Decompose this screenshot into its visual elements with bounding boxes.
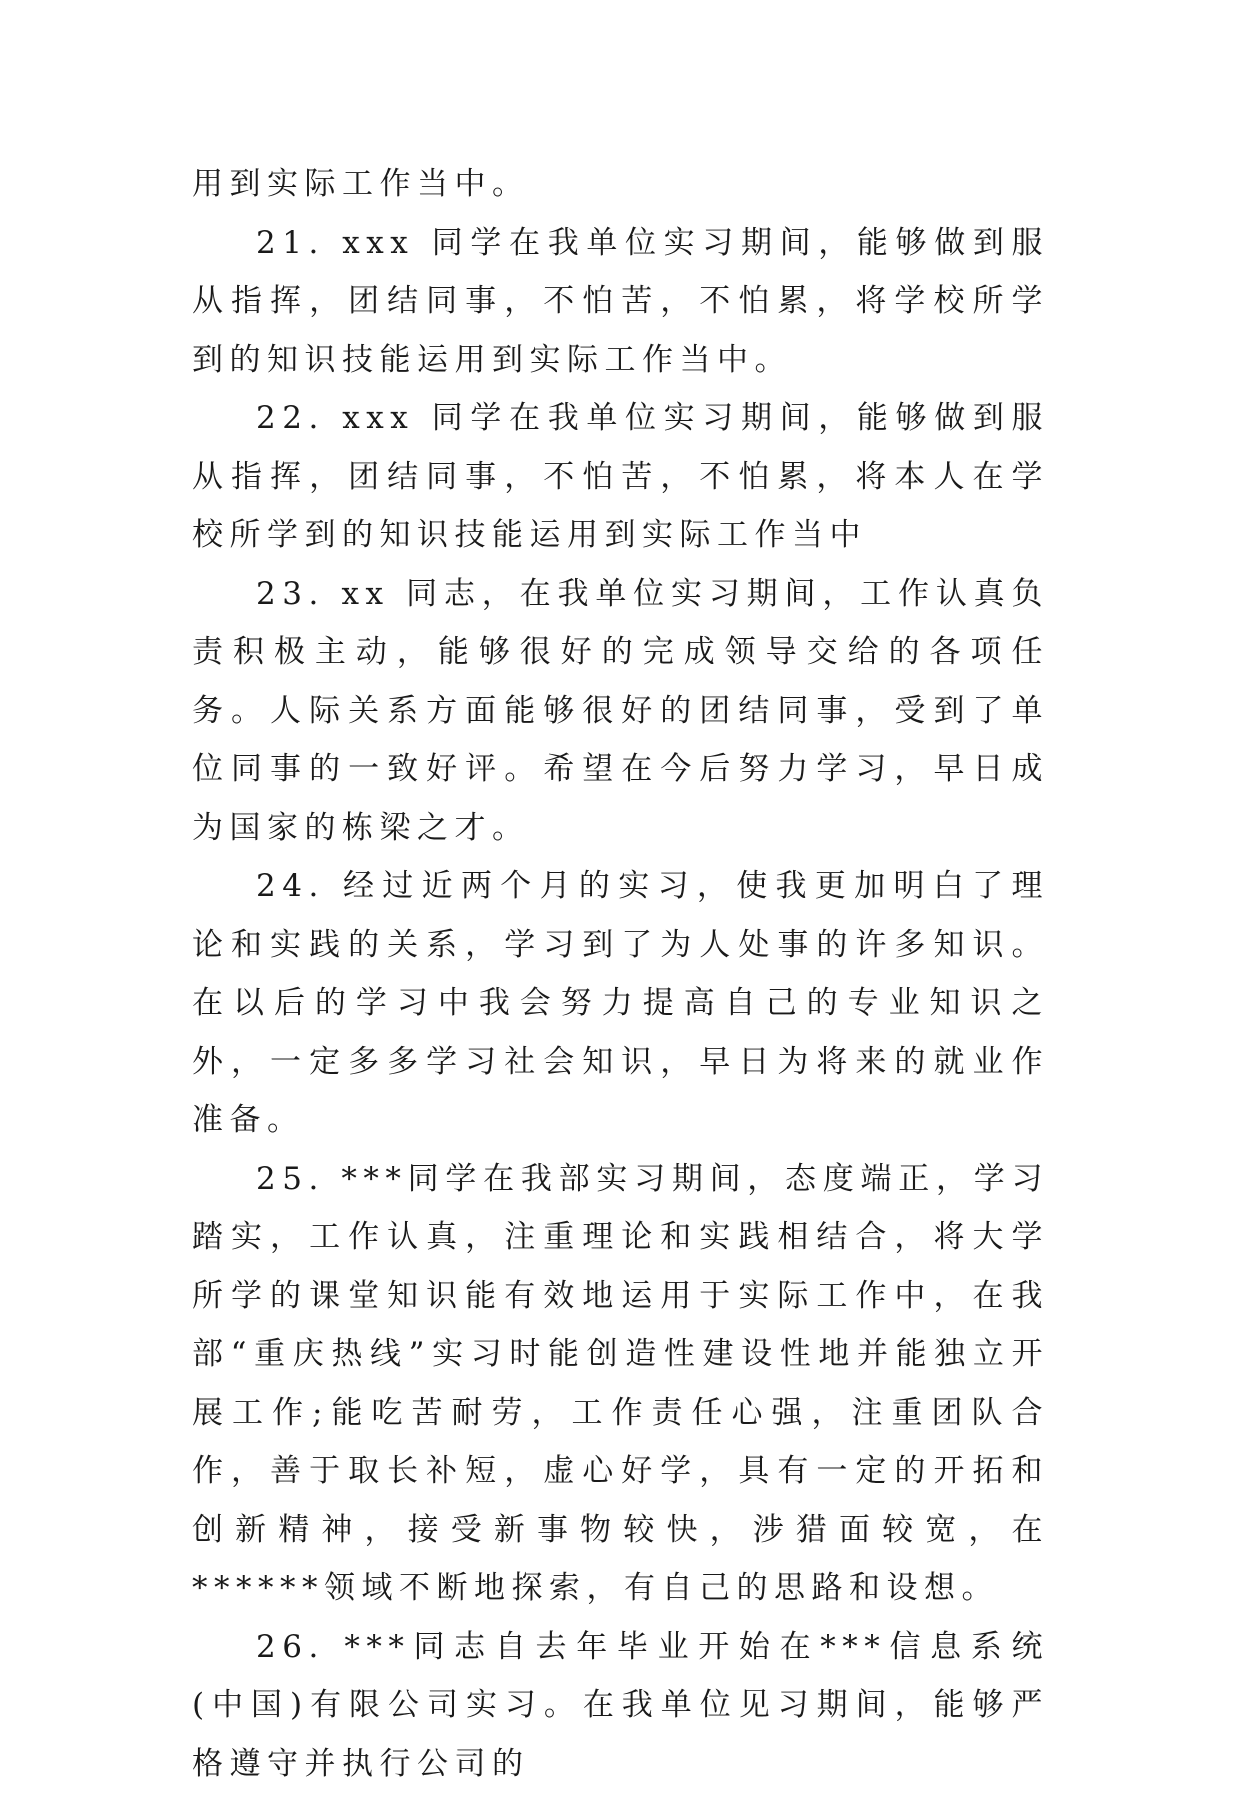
document-page: [192, 155, 1049, 1793]
paragraph-item-24: 24. 经过近两个月的实习，使我更加明白了理论和实践的关系，学习到了为人处事的许多知识。在以后的学习中我会努力提高自己的专业知识之外，一定多多学习社会知识，早日为将来的就业作准备。: [192, 857, 1049, 1150]
paragraph-continuation: 用到实际工作当中。: [192, 155, 1049, 214]
paragraph-item-26: 26. ***同志自去年毕业开始在***信息系统(中国)有限公司实习。在我单位见习期间，能够严格遵守并执行公司的: [192, 1618, 1049, 1793]
paragraph-item-23: 23. xx 同志，在我单位实习期间，工作认真负责积极主动，能够很好的完成领导交给的各项任务。人际关系方面能够很好的团结同事，受到了单位同事的一致好评。希望在今后努力学习，早日成为国家的栋梁之才。: [192, 565, 1049, 858]
paragraph-item-21: 21. xxx 同学在我单位实习期间，能够做到服从指挥，团结同事，不怕苦，不怕累，将学校所学到的知识技能运用到实际工作当中。: [192, 214, 1049, 390]
paragraph-item-25: 25. ***同学在我部实习期间，态度端正，学习踏实，工作认真，注重理论和实践相结合，将大学所学的课堂知识能有效地运用于实际工作中，在我部“重庆热线”实习时能创造性建设性地并能独立开展工作;能吃苦耐劳，工作责任心强，注重团队合作，善于取长补短，虚心好学，具有一定的开拓和创新精神，接受新事物较快，涉猎面较宽，在******领域不断地探索，有自己的思路和设想。: [192, 1150, 1049, 1618]
paragraph-item-22: 22. xxx 同学在我单位实习期间，能够做到服从指挥，团结同事，不怕苦，不怕累，将本人在学校所学到的知识技能运用到实际工作当中: [192, 389, 1049, 565]
